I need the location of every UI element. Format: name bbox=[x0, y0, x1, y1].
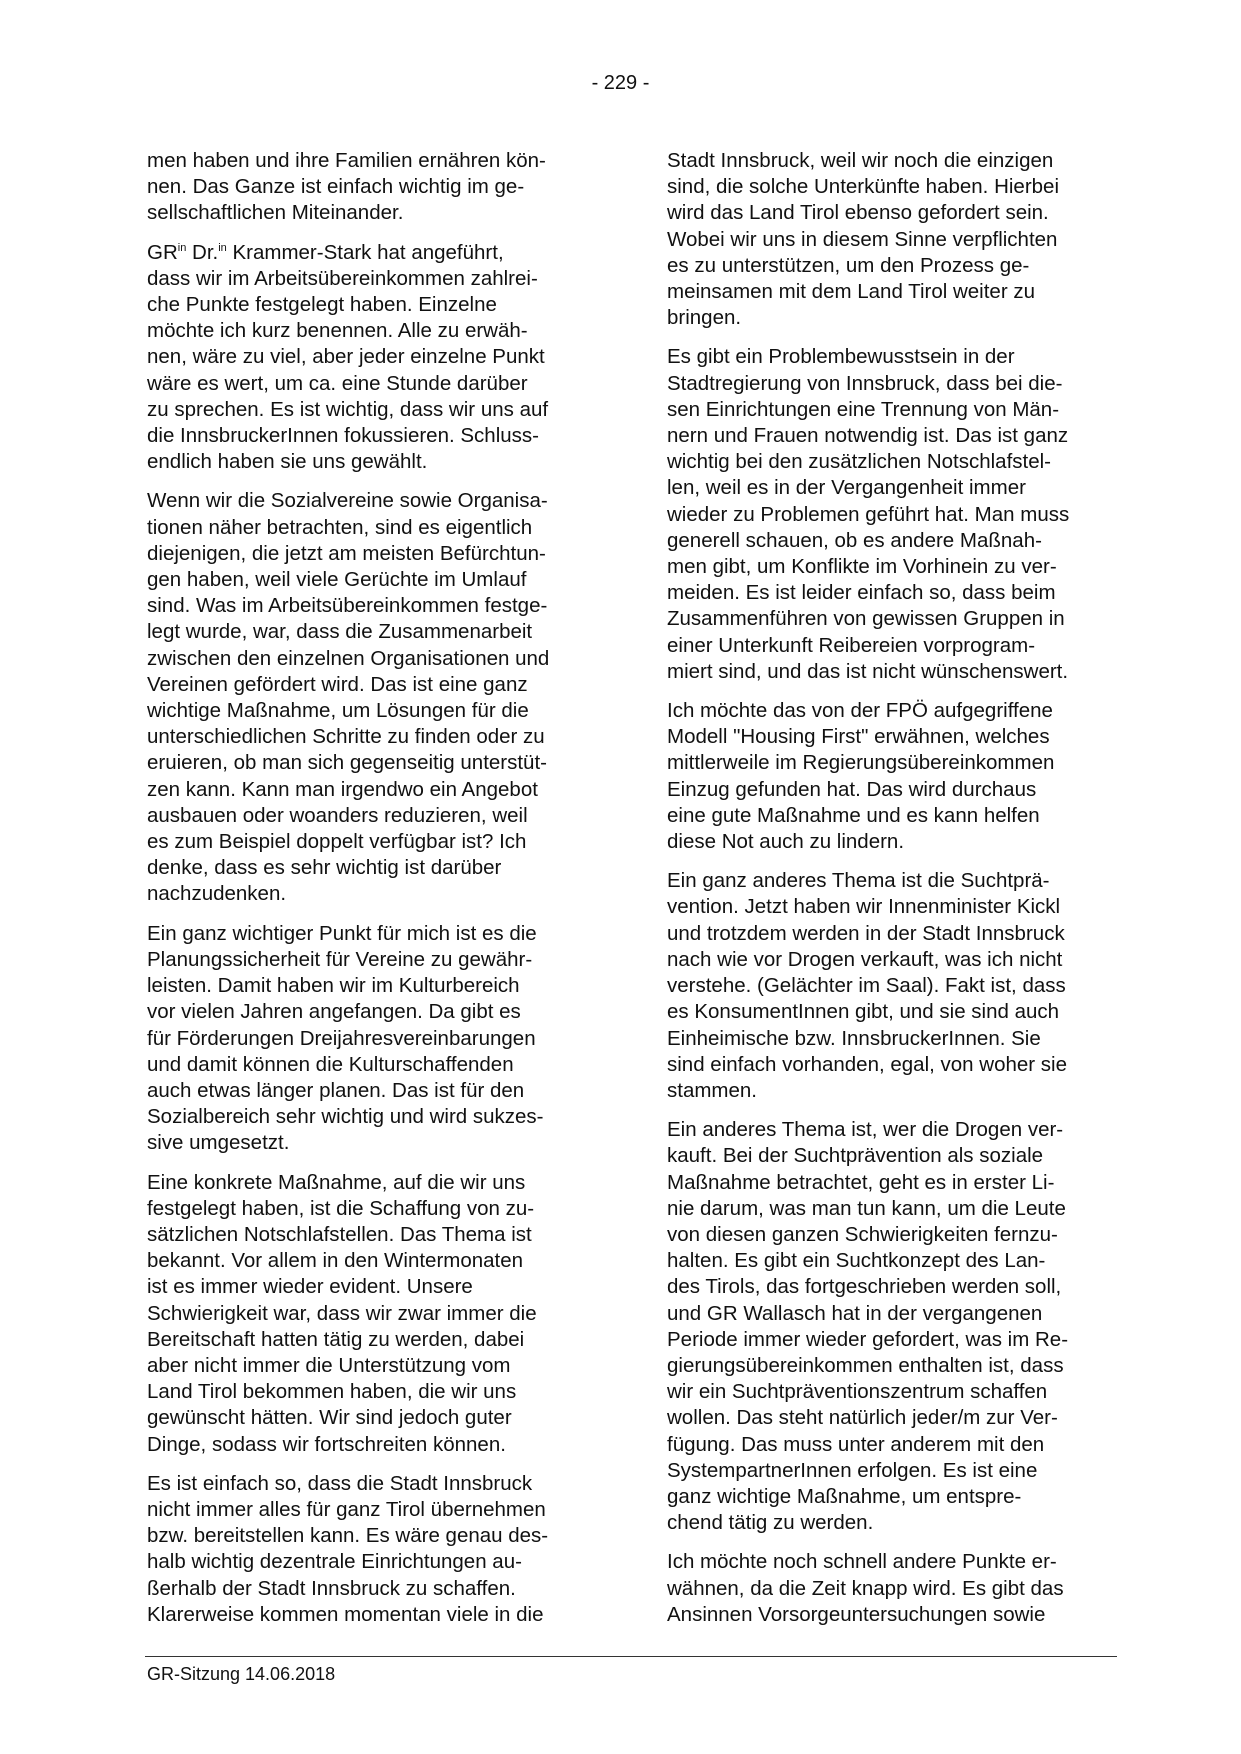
text-line: sind einfach vorhanden, egal, von woher sie bbox=[667, 1052, 1068, 1076]
paragraph bbox=[147, 1170, 592, 1458]
text-line: sätzlichen Notschlafstellen. Das Thema ist bbox=[147, 1222, 532, 1246]
paragraph bbox=[147, 148, 592, 227]
text-line: vor vielen Jahren angefangen. Da gibt es bbox=[147, 1000, 521, 1024]
text-line: Schwierigkeit war, dass wir zwar immer die bbox=[147, 1301, 537, 1325]
text-line: aber nicht immer die Unterstützung vom bbox=[147, 1353, 511, 1377]
text-line: bringen. bbox=[667, 306, 742, 330]
text-line: auch etwas länger planen. Das ist für den bbox=[147, 1078, 525, 1102]
text-line: wähnen, da die Zeit knapp wird. Es gibt das bbox=[667, 1576, 1064, 1600]
text-line: leisten. Damit haben wir im Kulturbereich bbox=[147, 974, 520, 998]
text-line: Dinge, sodass wir fortschreiten können. bbox=[147, 1432, 506, 1456]
text-line: halb wichtig dezentrale Einrichtungen au- bbox=[147, 1550, 522, 1574]
text-line: sind. Was im Arbeitsübereinkommen festge- bbox=[147, 594, 548, 618]
speaker-title: GR bbox=[147, 240, 178, 264]
text-line: die InnsbruckerInnen fokussieren. Schluss- bbox=[147, 424, 539, 448]
text-line: von diesen ganzen Schwierigkeiten fernzu- bbox=[667, 1222, 1058, 1246]
text-line: unterschiedlichen Schritte zu finden oder zu bbox=[147, 725, 545, 749]
title-suffix: in bbox=[177, 241, 187, 254]
text-line: Wenn wir die Sozialvereine sowie Organisa- bbox=[147, 489, 548, 513]
text-line: Eine konkrete Maßnahme, auf die wir uns bbox=[147, 1170, 526, 1194]
paragraph bbox=[667, 344, 1112, 685]
text-line: möchte ich kurz benennen. Alle zu erwäh- bbox=[147, 319, 528, 343]
text-line: ganz wichtige Maßnahme, um entspre- bbox=[667, 1484, 1022, 1508]
text-line: meiden. Es ist leider einfach so, dass beim bbox=[667, 581, 1056, 605]
text-line: Zusammenführen von gewissen Gruppen in bbox=[667, 607, 1065, 631]
text-line: diejenigen, die jetzt am meisten Befürchtun- bbox=[147, 541, 546, 565]
text-line: sen Einrichtungen eine Trennung von Män- bbox=[667, 397, 1060, 421]
text-line: halten. Es gibt ein Suchtkonzept des Lan- bbox=[667, 1249, 1046, 1273]
text-line: wichtige Maßnahme, um Lösungen für die bbox=[147, 699, 529, 723]
text-line: tionen näher betrachten, sind es eigentlich bbox=[147, 515, 533, 539]
text-line: Ein ganz anderes Thema ist die Suchtprä- bbox=[667, 869, 1050, 893]
text-line: sellschaftlichen Miteinander. bbox=[147, 201, 404, 225]
text-line: sive umgesetzt. bbox=[147, 1131, 290, 1155]
text-line: eine gute Maßnahme und es kann helfen bbox=[667, 803, 1040, 827]
text-line: Modell "Housing First" erwähnen, welches bbox=[667, 725, 1050, 749]
text-line: Bereitschaft hatten tätig zu werden, dabei bbox=[147, 1327, 525, 1351]
text-line: es KonsumentInnen gibt, und sie sind auch bbox=[667, 1000, 1060, 1024]
text-line: endlich haben sie uns gewählt. bbox=[147, 450, 428, 474]
text-line: nie darum, was man tun kann, um die Leute bbox=[667, 1196, 1066, 1220]
text-line: wollen. Das steht natürlich jeder/m zur Ver- bbox=[667, 1406, 1058, 1430]
text-line: ausbauen oder woanders reduzieren, weil bbox=[147, 803, 528, 827]
text-line: diese Not auch zu lindern. bbox=[667, 830, 905, 854]
paragraph bbox=[147, 240, 592, 476]
text-line: eruieren, ob man sich gegenseitig unterstüt- bbox=[147, 751, 547, 775]
text-line: Ein anderes Thema ist, wer die Drogen ver- bbox=[667, 1118, 1064, 1142]
text-line: Vereinen gefördert wird. Das ist eine ganz bbox=[147, 672, 528, 696]
text-line: nern und Frauen notwendig ist. Das ist ganz bbox=[667, 424, 1069, 448]
text-line: mittlerweile im Regierungsübereinkommen bbox=[667, 751, 1055, 775]
text-line: sind, die solche Unterkünfte haben. Hierbei bbox=[667, 175, 1060, 199]
text-line: miert sind, und das ist nicht wünschenswert. bbox=[667, 659, 1069, 683]
footer-session-date: GR-Sitzung 14.06.2018 bbox=[147, 1664, 336, 1684]
text-line: nach wie vor Drogen verkauft, was ich nicht bbox=[667, 947, 1063, 971]
text-line: Maßnahme betrachtet, geht es in erster Li- bbox=[667, 1170, 1055, 1194]
paragraph bbox=[147, 488, 592, 907]
text-line: SystempartnerInnen erfolgen. Es ist eine bbox=[667, 1458, 1038, 1482]
text-line: Ich möchte das von der FPÖ aufgegriffene bbox=[667, 699, 1053, 723]
text-line: Periode immer wieder gefordert, was im Re- bbox=[667, 1327, 1069, 1351]
text-line: nen, wäre zu viel, aber jeder einzelne Punkt bbox=[147, 345, 545, 369]
text-line: ßerhalb der Stadt Innsbruck zu schaffen. bbox=[147, 1576, 516, 1600]
text-line: bzw. bereitstellen kann. Es wäre genau des- bbox=[147, 1524, 549, 1548]
text-line: zwischen den einzelnen Organisationen und bbox=[147, 646, 550, 670]
page-number: - 229 - bbox=[591, 72, 650, 94]
paragraph bbox=[147, 921, 592, 1157]
text-line: und GR Wallasch hat in der vergangenen bbox=[667, 1301, 1043, 1325]
text-line: und damit können die Kulturschaffenden bbox=[147, 1052, 514, 1076]
text-line: Sozialbereich sehr wichtig und wird sukzes- bbox=[147, 1105, 544, 1129]
text-line: es zum Beispiel doppelt verfügbar ist? Ich bbox=[147, 830, 527, 854]
text-line: Planungssicherheit für Vereine zu gewähr- bbox=[147, 947, 533, 971]
text-line: generell schauen, ob es andere Maßnah- bbox=[667, 528, 1042, 552]
text-line: Einzug gefunden hat. Das wird durchaus bbox=[667, 777, 1037, 801]
text-line: wieder zu Problemen geführt hat. Man muss bbox=[667, 502, 1070, 526]
text-line: nachzudenken. bbox=[147, 882, 287, 906]
text-line: Einheimische bzw. InnsbruckerInnen. Sie bbox=[667, 1026, 1041, 1050]
left-column bbox=[147, 148, 592, 1641]
text-line: bekannt. Vor allem in den Wintermonaten bbox=[147, 1249, 524, 1273]
footer-divider bbox=[145, 1656, 1117, 1657]
paragraph bbox=[667, 148, 1112, 331]
text-line: vention. Jetzt haben wir Innenminister Kickl bbox=[667, 895, 1061, 919]
text-line: nen. Das Ganze ist einfach wichtig im ge- bbox=[147, 175, 525, 199]
text-line: Stadtregierung von Innsbruck, dass bei die- bbox=[667, 371, 1063, 395]
paragraph bbox=[667, 1549, 1112, 1628]
text-line: wird das Land Tirol ebenso gefordert sein. bbox=[667, 201, 1049, 225]
text-line: zu sprechen. Es ist wichtig, dass wir uns auf bbox=[147, 397, 549, 421]
text-line: len, weil es in der Vergangenheit immer bbox=[667, 476, 1026, 500]
text-line: es zu unterstützen, um den Prozess ge- bbox=[667, 253, 1030, 277]
text-line: nicht immer alles für ganz Tirol übernehmen bbox=[147, 1497, 546, 1521]
text-line: wäre es wert, um ca. eine Stunde darüber bbox=[147, 371, 528, 395]
text-line: meinsamen mit dem Land Tirol weiter zu bbox=[667, 280, 1036, 304]
text-line: kauft. Bei der Suchtprävention als soziale bbox=[667, 1144, 1044, 1168]
text-line: Es gibt ein Problembewusstsein in der bbox=[667, 345, 1015, 369]
text-line: men gibt, um Konflikte im Vorhinein zu ver- bbox=[667, 555, 1057, 579]
text-line: Klarerweise kommen momentan viele in die bbox=[147, 1602, 544, 1626]
text-line: fügung. Das muss unter anderem mit den bbox=[667, 1432, 1045, 1456]
text-line: Ich möchte noch schnell andere Punkte er- bbox=[667, 1550, 1057, 1574]
text-line: legt wurde, war, dass die Zusammenarbeit bbox=[147, 620, 533, 644]
speaker-title: Dr. bbox=[186, 240, 219, 264]
text-line: chend tätig zu werden. bbox=[667, 1511, 874, 1535]
text-line: che Punkte festgelegt haben. Einzelne bbox=[147, 293, 497, 317]
text-line: des Tirols, das fortgeschrieben werden soll, bbox=[667, 1275, 1062, 1299]
text-line: wir ein Suchtpräventionszentrum schaffen bbox=[667, 1380, 1048, 1404]
text-line: ist es immer wieder evident. Unsere bbox=[147, 1275, 473, 1299]
text-line: Es ist einfach so, dass die Stadt Innsbruck bbox=[147, 1471, 533, 1495]
text-line: Land Tirol bekommen haben, die wir uns bbox=[147, 1380, 517, 1404]
paragraph bbox=[667, 698, 1112, 855]
text-line: Ansinnen Vorsorgeuntersuchungen sowie bbox=[667, 1602, 1046, 1626]
text-line: für Förderungen Dreijahresvereinbarungen bbox=[147, 1026, 536, 1050]
paragraph bbox=[147, 1471, 592, 1628]
text-line: Wobei wir uns in diesem Sinne verpflichten bbox=[667, 227, 1058, 251]
text-line: Ein ganz wichtiger Punkt für mich ist es die bbox=[147, 921, 537, 945]
title-suffix: in bbox=[218, 241, 227, 254]
text-line: festgelegt haben, ist die Schaffung von zu- bbox=[147, 1196, 535, 1220]
text-line: gen haben, weil viele Gerüchte im Umlauf bbox=[147, 568, 527, 592]
text-line: gierungsübereinkommen enthalten ist, dass bbox=[667, 1353, 1064, 1377]
text-line: wichtig bei den zusätzlichen Notschlafstel- bbox=[667, 450, 1051, 474]
text-line: verstehe. (Gelächter im Saal). Fakt ist, dass bbox=[667, 974, 1066, 998]
right-column bbox=[667, 148, 1112, 1641]
text-line: Krammer-Stark hat angeführt, bbox=[226, 240, 504, 264]
text-line: und trotzdem werden in der Stadt Innsbruck bbox=[667, 921, 1065, 945]
text-line: denke, dass es sehr wichtig ist darüber bbox=[147, 856, 502, 880]
text-line: Stadt Innsbruck, weil wir noch die einzigen bbox=[667, 149, 1054, 172]
text-line: stammen. bbox=[667, 1078, 757, 1102]
paragraph bbox=[667, 868, 1112, 1104]
text-line: einer Unterkunft Reibereien vorprogram- bbox=[667, 633, 1036, 657]
paragraph bbox=[667, 1117, 1112, 1536]
text-line: dass wir im Arbeitsübereinkommen zahlrei- bbox=[147, 266, 538, 290]
text-line: gewünscht hätten. Wir sind jedoch guter bbox=[147, 1406, 512, 1430]
text-line: men haben und ihre Familien ernähren kön- bbox=[147, 149, 546, 172]
text-line: zen kann. Kann man irgendwo ein Angebot bbox=[147, 777, 538, 801]
